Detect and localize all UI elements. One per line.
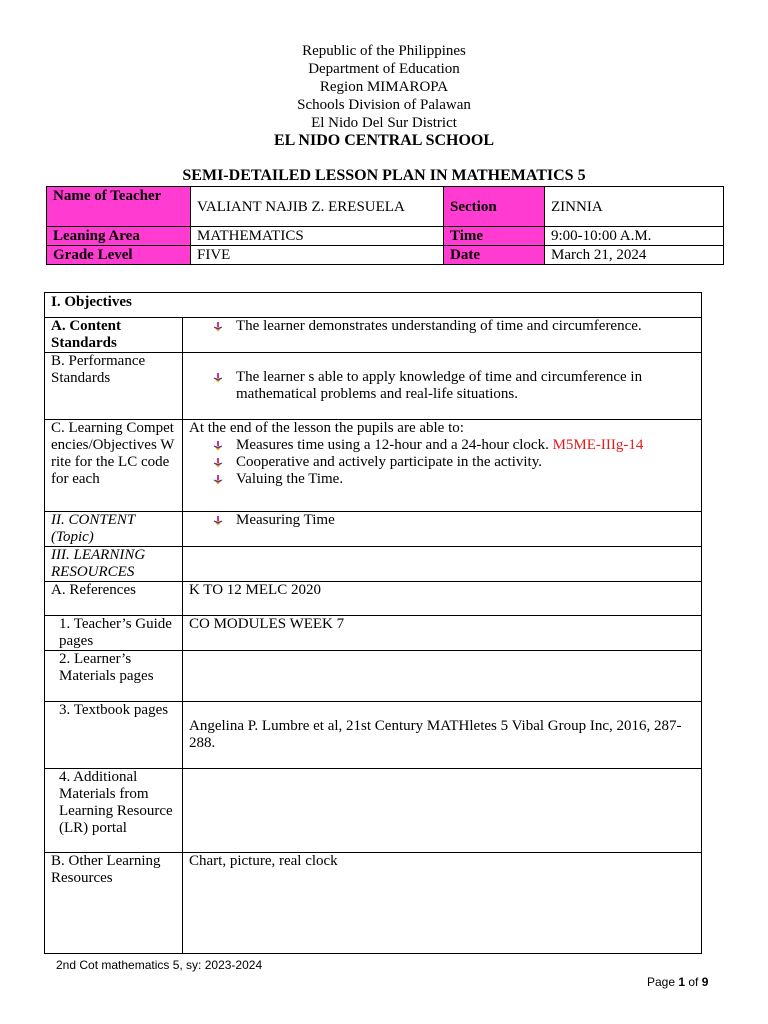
competencies-intro: At the end of the lesson the pupils are able to:	[189, 420, 464, 436]
references-label: A. References	[45, 582, 183, 616]
lc-code: M5ME-IIIg-14	[552, 437, 644, 453]
content-value: Measuring Time	[236, 512, 335, 528]
competency-item-1	[189, 437, 695, 454]
lesson-plan-table	[44, 292, 702, 954]
performance-standards-value: The learner s able to apply knowledge of time and circumference in mathematical problems and real-life situations.	[236, 369, 643, 402]
objectives-heading: I. Objectives	[45, 293, 702, 318]
page-current: 1	[678, 975, 686, 989]
time-value: 9:00-10:00 A.M.	[545, 227, 724, 246]
teacher-value: VALIANT NAJIB Z. ERESUELA	[191, 187, 444, 227]
school-name: EL NIDO CENTRAL SCHOOL	[273, 132, 495, 149]
competency-text-1: Measures time using a 12-hour and a 24-hour clock.	[236, 437, 549, 453]
header-line-4: Schools Division of Palawan	[297, 97, 471, 113]
area-value: MATHEMATICS	[191, 227, 444, 246]
header-line-1: Republic of the Philippines	[302, 43, 466, 59]
competency-text-3: Valuing the Time.	[236, 471, 344, 487]
arrow-bullet-icon	[213, 516, 223, 526]
competency-item-2	[189, 454, 695, 471]
teacher-guide-value: CO MODULES WEEK 7	[183, 616, 702, 651]
document-header	[0, 42, 768, 150]
arrow-bullet-icon	[213, 322, 223, 332]
additional-materials-label: 4. Additional Materials from Learning Resource (LR) portal	[45, 769, 183, 853]
content-standards-label: A. Content Standards	[45, 318, 183, 353]
grade-value: FIVE	[191, 246, 444, 265]
grade-label: Grade Level	[47, 246, 191, 265]
date-label: Date	[444, 246, 545, 265]
plan-title: SEMI-DETAILED LESSON PLAN IN MATHEMATICS 5	[182, 167, 586, 184]
textbook-value: Angelina P. Lumbre et al, 21st Century MATHletes 5 Vibal Group Inc, 2016, 287- 288.	[183, 702, 702, 769]
arrow-bullet-icon	[213, 458, 223, 468]
arrow-bullet-icon	[213, 475, 223, 485]
content-standards-item	[189, 318, 695, 335]
arrow-bullet-icon	[213, 441, 223, 451]
resources-label: III. LEARNING RESOURCES	[45, 547, 183, 582]
content-label: II. CONTENT (Topic)	[45, 512, 183, 547]
content-standards-value: The learner demonstrates understanding of time and circumference.	[236, 318, 642, 334]
learner-materials-label: 2. Learner’s Materials pages	[45, 651, 183, 702]
page-prefix: Page	[647, 975, 679, 989]
page-of: of	[685, 975, 702, 989]
info-table	[46, 186, 724, 265]
references-value: K TO 12 MELC 2020	[183, 582, 702, 616]
section-value: ZINNIA	[545, 187, 724, 227]
competencies-label: C. Learning Competencies/Objectives Write for the LC code for each	[45, 420, 183, 512]
footer-note: 2nd Cot mathematics 5, sy: 2023-2024	[56, 958, 263, 972]
arrow-bullet-icon	[213, 373, 223, 383]
content-item	[189, 512, 695, 529]
other-resources-value: Chart, picture, real clock	[183, 853, 702, 954]
additional-materials-value	[183, 769, 702, 853]
resources-value	[183, 547, 702, 582]
page-number	[647, 975, 708, 989]
performance-standards-item	[189, 369, 695, 403]
other-resources-label: B. Other Learning Resources	[45, 853, 183, 954]
section-label: Section	[444, 187, 545, 227]
teacher-label: Name of Teacher	[47, 187, 191, 227]
competency-text-2: Cooperative and actively participate in the activity.	[236, 454, 542, 470]
competency-item-3	[189, 471, 695, 488]
header-line-3: Region MIMAROPA	[319, 79, 449, 95]
header-line-2: Department of Education	[308, 61, 460, 77]
time-label: Time	[444, 227, 545, 246]
date-value: March 21, 2024	[545, 246, 724, 265]
learner-materials-value	[183, 651, 702, 702]
performance-standards-label: B. Performance Standards	[45, 353, 183, 420]
page-total: 9	[701, 975, 709, 989]
teacher-guide-label: 1. Teacher’s Guide pages	[45, 616, 183, 651]
textbook-label: 3. Textbook pages	[45, 702, 183, 769]
area-label: Leaning Area	[47, 227, 191, 246]
header-line-5: El Nido Del Sur District	[311, 115, 457, 131]
